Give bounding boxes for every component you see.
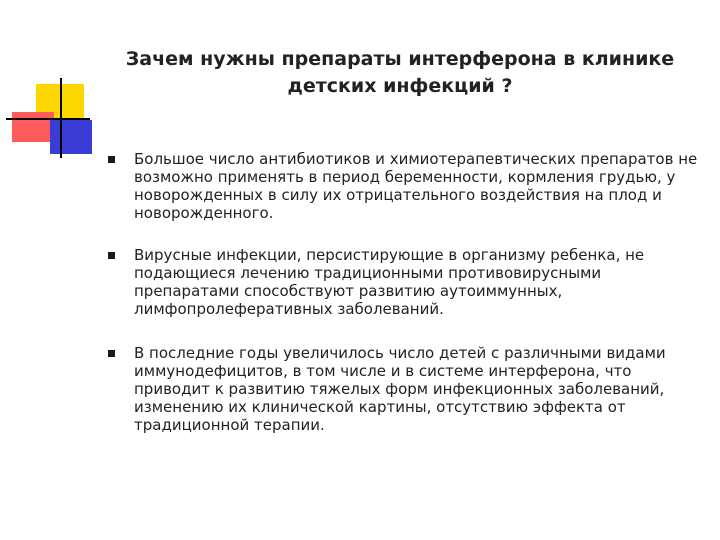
bullet-text: В последние годы увеличилось число детей с различными видами иммунодефицитов, в том числе и в системе интерферона, что приводит к развитию тяжелых форм инфекционных заболеваний, изменению их клинической картины, отсутствию эффекта от традиционной терапии. [134,344,666,434]
logo-horizontal-line [6,118,90,120]
square-bullet-icon [108,350,115,357]
bullet-item [104,150,704,222]
bullet-text: Большое число антибиотиков и химиотерапевтических препаратов не возможно применять в период беременности, кормления грудью, у новорожденных в силу их отрицательного воздействия на плод и новорожденного. [134,150,698,222]
logo-blue-rectangle [50,120,92,154]
bullet-list [104,150,704,458]
slide-title: Зачем нужны препараты интерферона в клинике детских инфекций ? [125,48,675,97]
square-bullet-icon [108,252,115,259]
square-bullet-icon [108,156,115,163]
bullet-text: Вирусные инфекции, персистирующие в организму ребенка, не подающиеся лечению традиционными противовирусными препаратами способствуют развитию аутоиммунных, лимфопролеферативных заболеваний. [134,246,645,318]
bullet-item [104,344,704,434]
bullet-item [104,246,704,318]
logo-red-rectangle [12,112,54,142]
